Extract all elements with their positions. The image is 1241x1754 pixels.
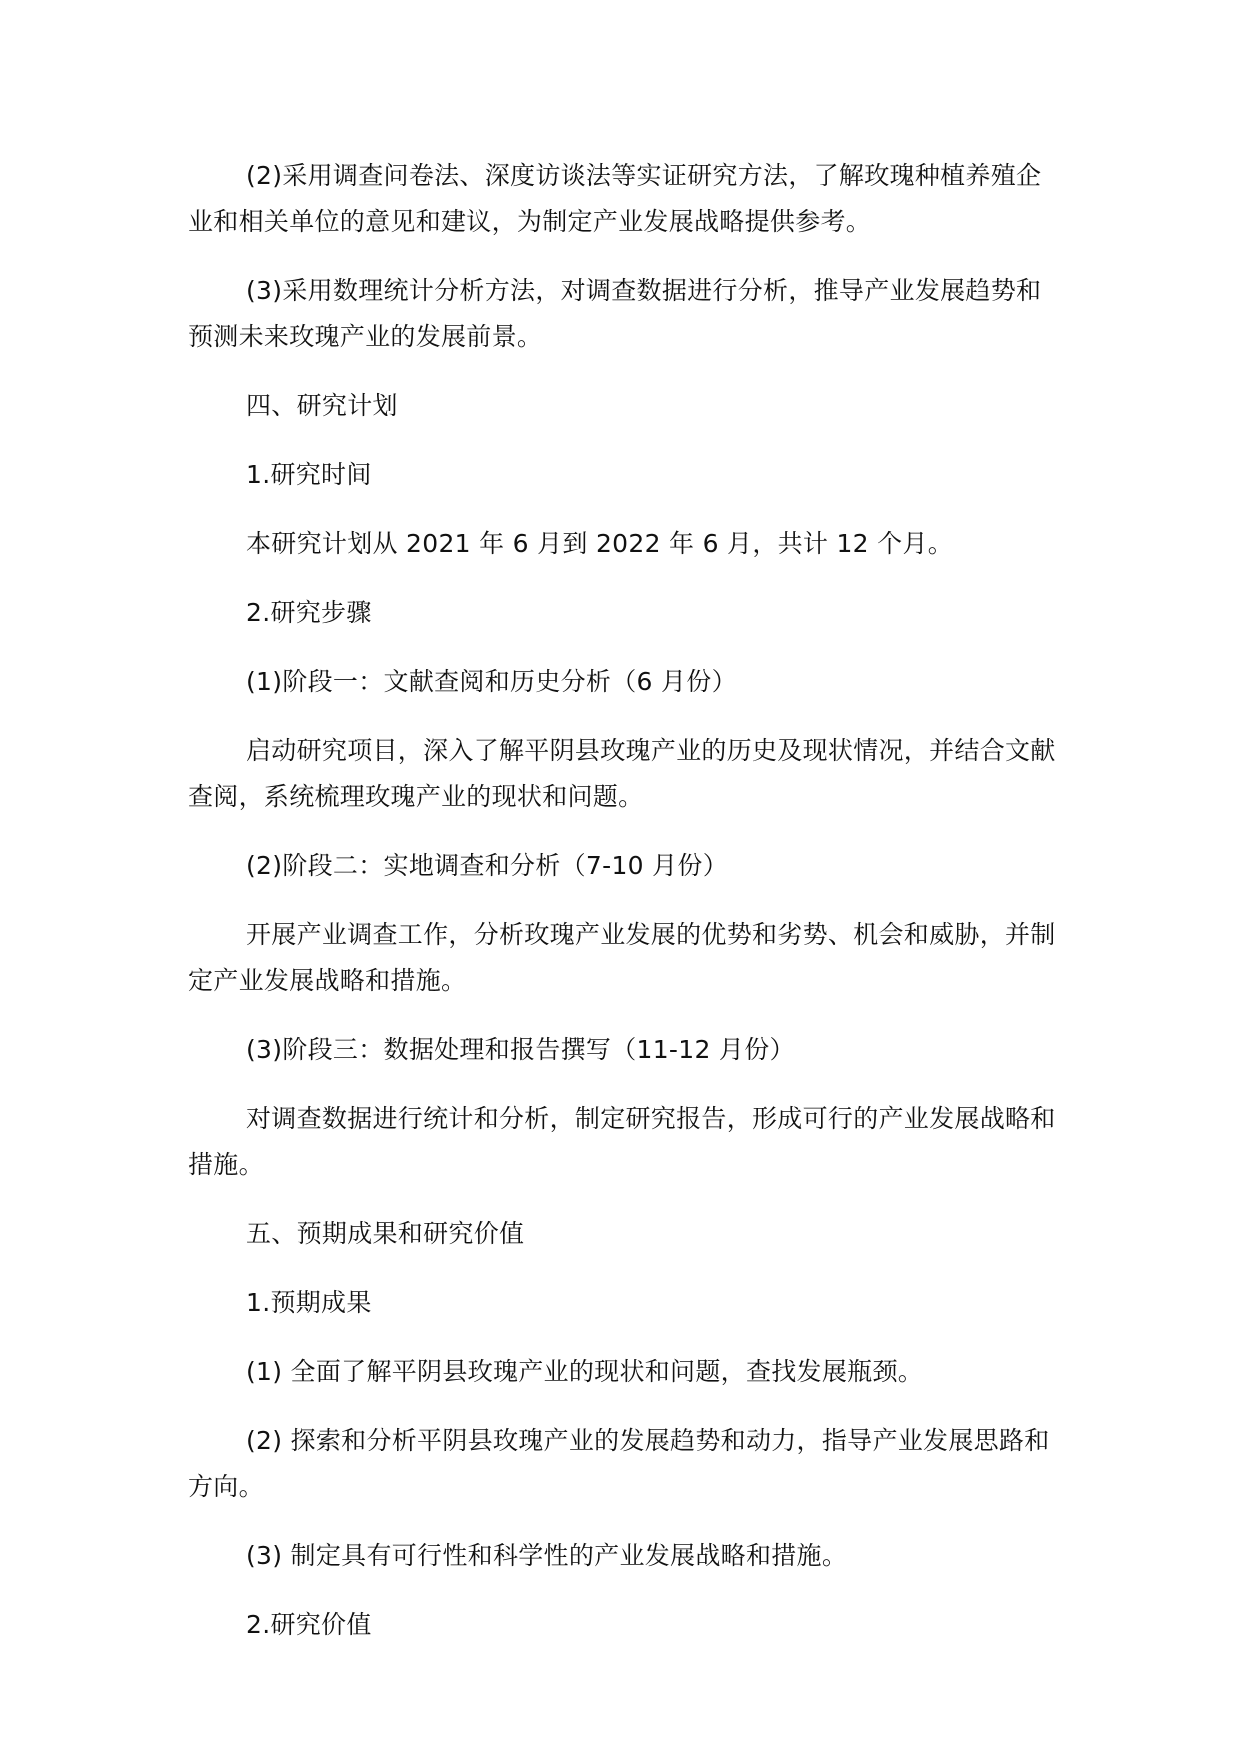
section-heading-research-plan: 四、研究计划 bbox=[246, 391, 398, 420]
section-heading-expected-results: 五、预期成果和研究价值 bbox=[246, 1219, 525, 1248]
subheading-expected-results: 1.预期成果 bbox=[246, 1288, 372, 1317]
paragraph-stage-1: 启动研究项目，深入了解平阴县玫瑰产业的历史及现状情况，并结合文献查阅，系统梳理玫瑰产业的现状和问题。 bbox=[188, 736, 1056, 811]
step-heading-stage-1: (1)阶段一：文献查阅和历史分析（6 月份） bbox=[246, 667, 737, 696]
paragraph-research-time: 本研究计划从 2021 年 6 月到 2022 年 6 月，共计 12 个月。 bbox=[246, 529, 954, 558]
paragraph-stage-3: 对调查数据进行统计和分析，制定研究报告，形成可行的产业发展战略和措施。 bbox=[188, 1104, 1056, 1179]
step-heading-stage-3: (3)阶段三：数据处理和报告撰写（11-12 月份） bbox=[246, 1035, 795, 1064]
paragraph-result-1: (1) 全面了解平阴县玫瑰产业的现状和问题，查找发展瓶颈。 bbox=[246, 1357, 924, 1386]
paragraph-result-3: (3) 制定具有可行性和科学性的产业发展战略和措施。 bbox=[246, 1541, 848, 1570]
document-body bbox=[188, 153, 1058, 1671]
paragraph-stage-2: 开展产业调查工作，分析玫瑰产业发展的优势和劣势、机会和威胁，并制定产业发展战略和措施。 bbox=[188, 920, 1056, 995]
paragraph-result-2: (2) 探索和分析平阴县玫瑰产业的发展趋势和动力，指导产业发展思路和方向。 bbox=[188, 1426, 1050, 1501]
step-heading-stage-2: (2)阶段二：实地调查和分析（7-10 月份） bbox=[246, 851, 728, 880]
subheading-research-steps: 2.研究步骤 bbox=[246, 598, 372, 627]
paragraph-method-2: (2)采用调查问卷法、深度访谈法等实证研究方法，了解玫瑰种植养殖企业和相关单位的意见和建议，为制定产业发展战略提供参考。 bbox=[188, 161, 1042, 236]
paragraph-method-3: (3)采用数理统计分析方法，对调查数据进行分析，推导产业发展趋势和预测未来玫瑰产业的发展前景。 bbox=[188, 276, 1042, 351]
subheading-research-value: 2.研究价值 bbox=[246, 1610, 372, 1639]
subheading-research-time: 1.研究时间 bbox=[246, 460, 372, 489]
